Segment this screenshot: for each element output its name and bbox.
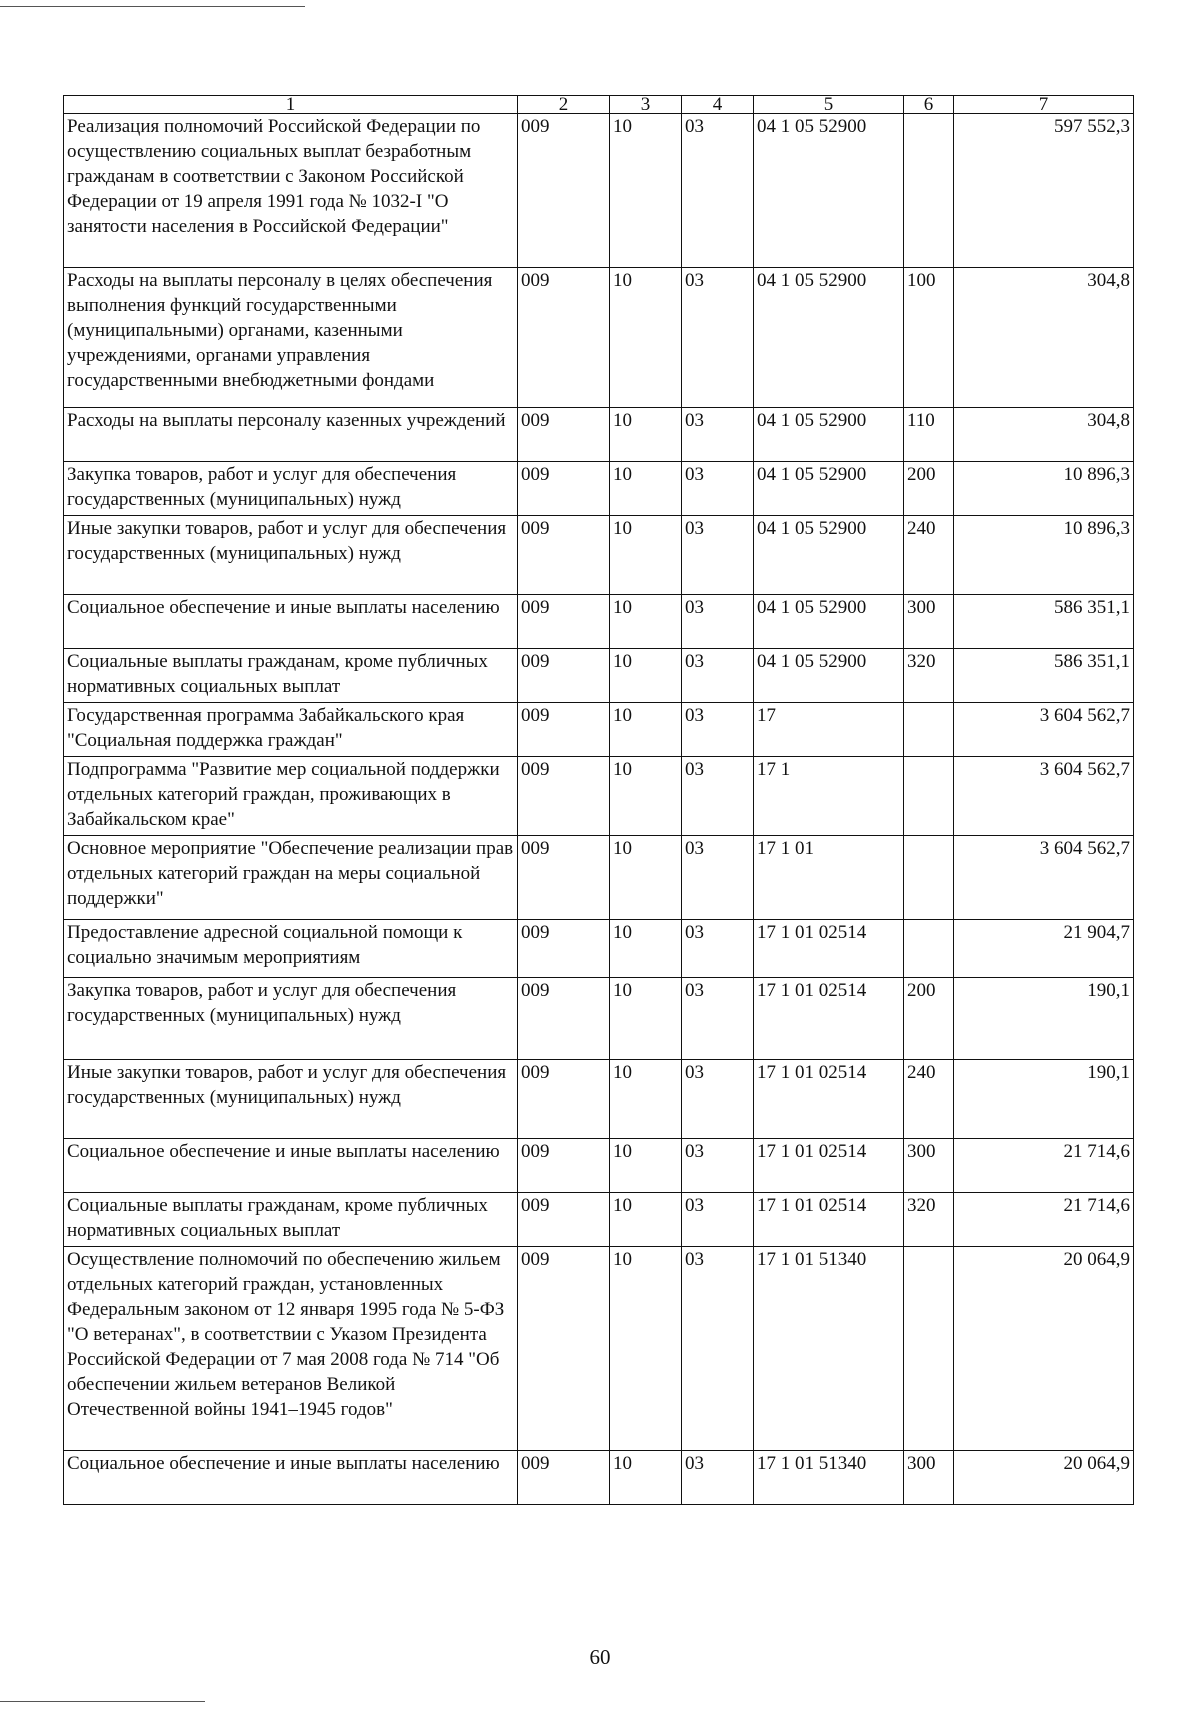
row-name: Расходы на выплаты персоналу в целях обеспечения выполнения функций государственными (муниципальными) органами, казенными учреждениями, органами управления государственными внебюджетными фондами [64,268,518,408]
row-ministry: 009 [518,649,610,703]
row-expense-type [904,1247,954,1451]
row-ministry: 009 [518,1193,610,1247]
row-ministry: 009 [518,1139,610,1193]
row-subsection: 03 [682,516,754,595]
row-amount: 3 604 562,7 [954,757,1134,836]
row-amount: 190,1 [954,978,1134,1060]
table-row [64,516,1134,595]
header-col-6: 6 [904,96,954,114]
row-name: Реализация полномочий Российской Федерации по осуществлению социальных выплат безработным гражданам в соответствии с Законом Российской Федерации от 19 апреля 1991 года № 1032-I "О занятости населения в Российской Федерации" [64,114,518,268]
row-amount: 304,8 [954,408,1134,462]
row-expense-type [904,703,954,757]
page-number: 60 [589,1645,611,1669]
row-section: 10 [610,920,682,978]
row-target: 04 1 05 52900 [754,268,904,408]
row-name: Иные закупки товаров, работ и услуг для обеспечения государственных (муниципальных) нужд [64,516,518,595]
row-expense-type: 300 [904,1451,954,1505]
table-row [64,836,1134,920]
row-amount: 586 351,1 [954,649,1134,703]
table-row [64,1193,1134,1247]
row-section: 10 [610,978,682,1060]
row-ministry: 009 [518,1060,610,1139]
table-row [64,114,1134,268]
row-subsection: 03 [682,268,754,408]
row-name: Расходы на выплаты персоналу казенных учреждений [64,408,518,462]
row-ministry: 009 [518,268,610,408]
row-name: Закупка товаров, работ и услуг для обеспечения государственных (муниципальных) нужд [64,462,518,516]
header-col-7: 7 [954,96,1134,114]
row-expense-type: 100 [904,268,954,408]
row-ministry: 009 [518,408,610,462]
row-ministry: 009 [518,516,610,595]
row-amount: 10 896,3 [954,462,1134,516]
row-name: Социальное обеспечение и иные выплаты населению [64,1139,518,1193]
row-expense-type: 300 [904,1139,954,1193]
row-subsection: 03 [682,1247,754,1451]
row-section: 10 [610,703,682,757]
row-expense-type [904,757,954,836]
row-name: Предоставление адресной социальной помощи к социально значимым мероприятиям [64,920,518,978]
row-amount: 304,8 [954,268,1134,408]
row-expense-type: 200 [904,978,954,1060]
row-name: Осуществление полномочий по обеспечению жильем отдельных категорий граждан, установленных Федеральным законом от 12 января 1995 года № 5-ФЗ "О ветеранах", в соответствии с Указом Президента Российской Федерации от 7 мая 2008 года № 714 "Об обеспечении жильем ветеранов Великой Отечественной войны 1941–1945 годов" [64,1247,518,1451]
row-expense-type [904,114,954,268]
row-amount: 21 714,6 [954,1139,1134,1193]
header-col-2: 2 [518,96,610,114]
row-section: 10 [610,516,682,595]
row-amount: 190,1 [954,1060,1134,1139]
row-target: 17 1 01 51340 [754,1247,904,1451]
row-amount: 597 552,3 [954,114,1134,268]
row-ministry: 009 [518,595,610,649]
row-subsection: 03 [682,1193,754,1247]
row-subsection: 03 [682,1139,754,1193]
table-row [64,462,1134,516]
row-subsection: 03 [682,1451,754,1505]
row-ministry: 009 [518,1451,610,1505]
row-subsection: 03 [682,757,754,836]
table-row [64,920,1134,978]
table-row [64,1451,1134,1505]
row-name: Иные закупки товаров, работ и услуг для обеспечения государственных (муниципальных) нужд [64,1060,518,1139]
row-expense-type: 240 [904,516,954,595]
row-ministry: 009 [518,114,610,268]
row-expense-type: 320 [904,1193,954,1247]
table-row [64,1247,1134,1451]
row-section: 10 [610,836,682,920]
budget-table [63,95,1134,1505]
table-row [64,595,1134,649]
row-expense-type: 320 [904,649,954,703]
row-amount: 21 714,6 [954,1193,1134,1247]
table-row [64,408,1134,462]
row-target: 04 1 05 52900 [754,595,904,649]
row-target: 04 1 05 52900 [754,462,904,516]
row-section: 10 [610,1139,682,1193]
header-col-4: 4 [682,96,754,114]
row-section: 10 [610,408,682,462]
row-ministry: 009 [518,836,610,920]
row-name: Подпрограмма "Развитие мер социальной поддержки отдельных категорий граждан, проживающих в Забайкальском крае" [64,757,518,836]
row-subsection: 03 [682,649,754,703]
row-name: Социальное обеспечение и иные выплаты населению [64,595,518,649]
row-section: 10 [610,757,682,836]
row-ministry: 009 [518,920,610,978]
row-ministry: 009 [518,462,610,516]
row-subsection: 03 [682,920,754,978]
row-amount: 586 351,1 [954,595,1134,649]
row-subsection: 03 [682,703,754,757]
row-target: 17 1 01 02514 [754,1060,904,1139]
row-section: 10 [610,1247,682,1451]
row-subsection: 03 [682,595,754,649]
row-name: Социальные выплаты гражданам, кроме публичных нормативных социальных выплат [64,649,518,703]
row-name: Социальное обеспечение и иные выплаты населению [64,1451,518,1505]
row-target: 17 1 01 51340 [754,1451,904,1505]
row-amount: 21 904,7 [954,920,1134,978]
row-subsection: 03 [682,408,754,462]
row-subsection: 03 [682,114,754,268]
row-target: 04 1 05 52900 [754,516,904,595]
row-amount: 20 064,9 [954,1451,1134,1505]
header-col-5: 5 [754,96,904,114]
row-subsection: 03 [682,836,754,920]
row-ministry: 009 [518,978,610,1060]
row-amount: 20 064,9 [954,1247,1134,1451]
row-expense-type: 300 [904,595,954,649]
row-target: 17 1 01 [754,836,904,920]
table-row [64,978,1134,1060]
row-target: 04 1 05 52900 [754,408,904,462]
table-row [64,1139,1134,1193]
row-ministry: 009 [518,757,610,836]
row-target: 17 1 01 02514 [754,920,904,978]
bottom-rule [0,1701,205,1702]
row-target: 04 1 05 52900 [754,649,904,703]
row-name: Закупка товаров, работ и услуг для обеспечения государственных (муниципальных) нужд [64,978,518,1060]
row-target: 17 [754,703,904,757]
row-amount: 3 604 562,7 [954,836,1134,920]
row-target: 17 1 01 02514 [754,1193,904,1247]
row-section: 10 [610,1451,682,1505]
row-amount: 10 896,3 [954,516,1134,595]
row-target: 17 1 01 02514 [754,978,904,1060]
row-name: Государственная программа Забайкальского края "Социальная поддержка граждан" [64,703,518,757]
row-subsection: 03 [682,462,754,516]
row-subsection: 03 [682,978,754,1060]
row-section: 10 [610,268,682,408]
row-section: 10 [610,595,682,649]
table-row [64,268,1134,408]
top-rule [0,6,305,7]
row-expense-type [904,836,954,920]
row-subsection: 03 [682,1060,754,1139]
row-section: 10 [610,114,682,268]
row-expense-type: 240 [904,1060,954,1139]
row-expense-type: 200 [904,462,954,516]
row-target: 17 1 [754,757,904,836]
row-name: Социальные выплаты гражданам, кроме публичных нормативных социальных выплат [64,1193,518,1247]
table-row [64,649,1134,703]
row-expense-type [904,920,954,978]
row-section: 10 [610,462,682,516]
row-amount: 3 604 562,7 [954,703,1134,757]
row-section: 10 [610,1060,682,1139]
row-ministry: 009 [518,703,610,757]
header-col-1: 1 [64,96,518,114]
row-target: 17 1 01 02514 [754,1139,904,1193]
row-name: Основное мероприятие "Обеспечение реализации прав отдельных категорий граждан на меры социальной поддержки" [64,836,518,920]
table-row [64,703,1134,757]
row-target: 04 1 05 52900 [754,114,904,268]
row-section: 10 [610,1193,682,1247]
table-row [64,757,1134,836]
table-row [64,1060,1134,1139]
row-section: 10 [610,649,682,703]
row-ministry: 009 [518,1247,610,1451]
row-expense-type: 110 [904,408,954,462]
header-col-3: 3 [610,96,682,114]
header-row [64,96,1134,114]
